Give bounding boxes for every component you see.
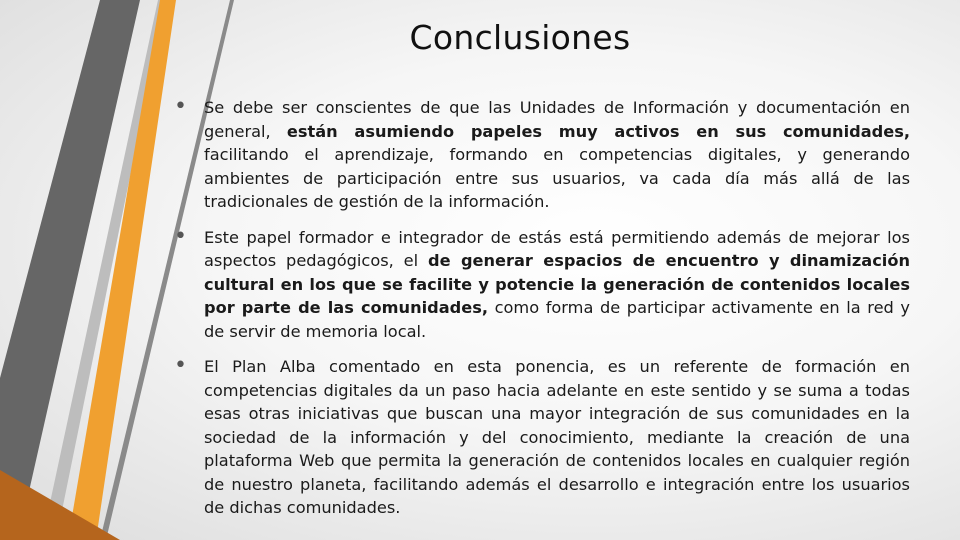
- bullet-list: [170, 96, 910, 532]
- page-title: Conclusiones: [409, 18, 631, 57]
- bullet-text: como forma de participar activamente en la red y de servir de memoria local.: [204, 298, 910, 341]
- bullet-text-bold: de generar espacios de encuentro y dinamización cultural en los que se facilite y potencie la generación de contenidos locales por parte de las comunidades,: [204, 251, 910, 317]
- bullet-dot-icon: •: [174, 223, 187, 249]
- bullet-text: facilitando el aprendizaje, formando en competencias digitales, y generando ambientes de participación entre sus usuarios, va cada día más allá de las tradicionales de gestión de la información.: [204, 145, 910, 211]
- bullet-text: El Plan Alba comentado en esta ponencia, es un referente de formación en competencias digitales da un paso hacia adelante en este sentido y se suma a todas esas otras iniciativas que buscan una mayor integración de sus comunidades en la sociedad de la información y del conocimiento, mediante la creación de una plataforma Web que permita la generación de contenidos locales en cualquier región de nuestro planeta, facilitando además el desarrollo e integración entre los usuarios de dichas comunidades.: [204, 357, 910, 517]
- bullet-item: [170, 355, 910, 520]
- bullet-dot-icon: •: [174, 353, 187, 378]
- bullet-item: [170, 223, 910, 344]
- bullet-text: Se debe ser conscientes de que las Unidades de Información y documentación en general,: [204, 98, 910, 141]
- bullet-text-bold: están asumiendo papeles muy activos en sus comunidades,: [286, 121, 910, 141]
- bullet-text: Este papel formador e integrador de estás está permitiendo además de mejorar los aspectos pedagógicos, el: [204, 227, 910, 270]
- bullet-dot-icon: •: [174, 94, 187, 119]
- bullet-item: [170, 96, 910, 214]
